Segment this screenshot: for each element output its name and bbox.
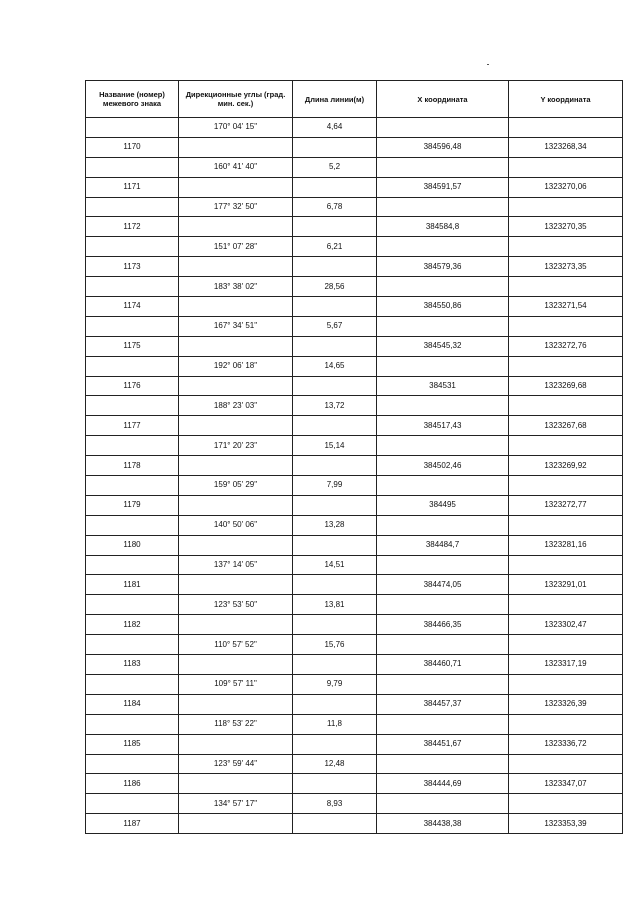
angle-cell	[179, 297, 293, 317]
point-name-cell	[86, 157, 179, 177]
point-row	[86, 575, 623, 595]
point-name-cell: 1185	[86, 734, 179, 754]
length-cell	[293, 297, 377, 317]
point-name-cell: 1174	[86, 297, 179, 317]
point-row	[86, 137, 623, 157]
angle-cell	[179, 694, 293, 714]
x-coordinate-cell	[377, 794, 509, 814]
segment-row	[86, 118, 623, 138]
point-name-cell	[86, 356, 179, 376]
segment-row	[86, 794, 623, 814]
angle-cell: 188° 23' 03"	[179, 396, 293, 416]
x-coordinate-cell: 384457,37	[377, 694, 509, 714]
angle-cell: 192° 06' 18"	[179, 356, 293, 376]
length-cell	[293, 416, 377, 436]
x-coordinate-cell: 384517,43	[377, 416, 509, 436]
length-cell	[293, 177, 377, 197]
angle-cell	[179, 535, 293, 555]
x-coordinate-cell	[377, 555, 509, 575]
length-cell	[293, 217, 377, 237]
x-coordinate-cell: 384545,32	[377, 336, 509, 356]
point-name-cell: 1170	[86, 137, 179, 157]
y-coordinate-cell: 1323347,07	[509, 774, 623, 794]
point-row	[86, 655, 623, 675]
point-name-cell: 1180	[86, 535, 179, 555]
y-coordinate-cell	[509, 754, 623, 774]
point-row	[86, 416, 623, 436]
length-cell	[293, 495, 377, 515]
angle-cell	[179, 575, 293, 595]
length-cell	[293, 655, 377, 675]
y-coordinate-cell: 1323272,77	[509, 495, 623, 515]
segment-row	[86, 674, 623, 694]
point-name-cell	[86, 794, 179, 814]
point-name-cell: 1178	[86, 456, 179, 476]
y-coordinate-cell	[509, 515, 623, 535]
length-cell	[293, 376, 377, 396]
y-coordinate-cell: 1323268,34	[509, 137, 623, 157]
y-coordinate-cell: 1323291,01	[509, 575, 623, 595]
length-cell: 8,93	[293, 794, 377, 814]
point-row	[86, 376, 623, 396]
x-coordinate-cell	[377, 476, 509, 496]
point-name-cell: 1186	[86, 774, 179, 794]
y-coordinate-cell	[509, 316, 623, 336]
point-row	[86, 615, 623, 635]
segment-row	[86, 277, 623, 297]
point-name-cell	[86, 436, 179, 456]
x-coordinate-cell: 384460,71	[377, 655, 509, 675]
length-cell	[293, 575, 377, 595]
angle-cell: 160° 41' 40"	[179, 157, 293, 177]
segment-row	[86, 635, 623, 655]
length-cell: 15,14	[293, 436, 377, 456]
header-direction-angle: Дирекционные углы (град. мин. сек.)	[179, 81, 293, 118]
angle-cell: 177° 32' 50"	[179, 197, 293, 217]
length-cell: 4,64	[293, 118, 377, 138]
y-coordinate-cell	[509, 237, 623, 257]
point-name-cell	[86, 714, 179, 734]
angle-cell	[179, 416, 293, 436]
point-name-cell: 1173	[86, 257, 179, 277]
point-name-cell: 1184	[86, 694, 179, 714]
segment-row	[86, 316, 623, 336]
angle-cell	[179, 376, 293, 396]
angle-cell	[179, 615, 293, 635]
length-cell: 9,79	[293, 674, 377, 694]
angle-cell: 110° 57' 52"	[179, 635, 293, 655]
x-coordinate-cell: 384591,57	[377, 177, 509, 197]
y-coordinate-cell: 1323273,35	[509, 257, 623, 277]
point-name-cell: 1177	[86, 416, 179, 436]
table-header	[86, 81, 623, 118]
point-name-cell: 1171	[86, 177, 179, 197]
point-name-cell	[86, 316, 179, 336]
y-coordinate-cell	[509, 595, 623, 615]
length-cell: 5,67	[293, 316, 377, 336]
y-coordinate-cell	[509, 635, 623, 655]
x-coordinate-cell: 384531	[377, 376, 509, 396]
angle-cell: 123° 53' 50"	[179, 595, 293, 615]
x-coordinate-cell	[377, 356, 509, 376]
length-cell: 7,99	[293, 476, 377, 496]
y-coordinate-cell	[509, 476, 623, 496]
point-row	[86, 456, 623, 476]
x-coordinate-cell: 384579,36	[377, 257, 509, 277]
segment-row	[86, 555, 623, 575]
length-cell	[293, 814, 377, 834]
y-coordinate-cell	[509, 714, 623, 734]
table-body	[86, 118, 623, 834]
angle-cell: 171° 20' 23"	[179, 436, 293, 456]
length-cell	[293, 774, 377, 794]
segment-row	[86, 595, 623, 615]
segment-row	[86, 515, 623, 535]
length-cell: 14,65	[293, 356, 377, 376]
y-coordinate-cell	[509, 674, 623, 694]
x-coordinate-cell	[377, 277, 509, 297]
length-cell: 15,76	[293, 635, 377, 655]
x-coordinate-cell	[377, 237, 509, 257]
point-name-cell	[86, 555, 179, 575]
point-name-cell: 1172	[86, 217, 179, 237]
point-name-cell	[86, 197, 179, 217]
y-coordinate-cell: 1323269,68	[509, 376, 623, 396]
point-name-cell: 1179	[86, 495, 179, 515]
x-coordinate-cell: 384444,69	[377, 774, 509, 794]
y-coordinate-cell: 1323302,47	[509, 615, 623, 635]
segment-row	[86, 714, 623, 734]
angle-cell: 170° 04' 15"	[179, 118, 293, 138]
y-coordinate-cell	[509, 555, 623, 575]
length-cell	[293, 535, 377, 555]
point-name-cell: 1182	[86, 615, 179, 635]
header-line-length: Длина линии(м)	[293, 81, 377, 118]
angle-cell	[179, 655, 293, 675]
y-coordinate-cell	[509, 356, 623, 376]
x-coordinate-cell	[377, 595, 509, 615]
point-name-cell: 1187	[86, 814, 179, 834]
x-coordinate-cell	[377, 515, 509, 535]
angle-cell: 134° 57' 17"	[179, 794, 293, 814]
angle-cell: 140° 50' 06"	[179, 515, 293, 535]
x-coordinate-cell: 384466,35	[377, 615, 509, 635]
angle-cell: 167° 34' 51"	[179, 316, 293, 336]
length-cell	[293, 734, 377, 754]
y-coordinate-cell: 1323267,68	[509, 416, 623, 436]
point-name-cell	[86, 635, 179, 655]
length-cell: 11,8	[293, 714, 377, 734]
point-name-cell	[86, 515, 179, 535]
header-point-name: Название (номер) межевого знака	[86, 81, 179, 118]
point-name-cell: 1181	[86, 575, 179, 595]
angle-cell	[179, 734, 293, 754]
point-row	[86, 217, 623, 237]
y-coordinate-cell	[509, 277, 623, 297]
segment-row	[86, 237, 623, 257]
y-coordinate-cell	[509, 794, 623, 814]
y-coordinate-cell	[509, 157, 623, 177]
y-coordinate-cell: 1323270,35	[509, 217, 623, 237]
length-cell: 13,28	[293, 515, 377, 535]
point-name-cell	[86, 396, 179, 416]
segment-row	[86, 754, 623, 774]
point-row	[86, 177, 623, 197]
length-cell	[293, 257, 377, 277]
x-coordinate-cell	[377, 118, 509, 138]
angle-cell	[179, 177, 293, 197]
point-name-cell	[86, 237, 179, 257]
length-cell: 13,81	[293, 595, 377, 615]
x-coordinate-cell	[377, 436, 509, 456]
point-row	[86, 257, 623, 277]
y-coordinate-cell: 1323272,76	[509, 336, 623, 356]
angle-cell	[179, 257, 293, 277]
point-row	[86, 297, 623, 317]
y-coordinate-cell: 1323326,39	[509, 694, 623, 714]
header-y-coordinate: Y координата	[509, 81, 623, 118]
angle-cell: 183° 38' 02"	[179, 277, 293, 297]
segment-row	[86, 396, 623, 416]
y-coordinate-cell: 1323270,06	[509, 177, 623, 197]
point-name-cell	[86, 754, 179, 774]
x-coordinate-cell	[377, 714, 509, 734]
point-name-cell	[86, 118, 179, 138]
length-cell: 6,78	[293, 197, 377, 217]
segment-row	[86, 157, 623, 177]
x-coordinate-cell	[377, 316, 509, 336]
length-cell	[293, 336, 377, 356]
angle-cell: 123° 59' 44"	[179, 754, 293, 774]
y-coordinate-cell: 1323317,19	[509, 655, 623, 675]
point-row	[86, 535, 623, 555]
header-x-coordinate: X координата	[377, 81, 509, 118]
y-coordinate-cell	[509, 118, 623, 138]
segment-row	[86, 436, 623, 456]
angle-cell	[179, 336, 293, 356]
x-coordinate-cell	[377, 754, 509, 774]
y-coordinate-cell: 1323271,54	[509, 297, 623, 317]
length-cell: 6,21	[293, 237, 377, 257]
x-coordinate-cell	[377, 396, 509, 416]
point-name-cell	[86, 674, 179, 694]
y-coordinate-cell	[509, 396, 623, 416]
angle-cell	[179, 217, 293, 237]
x-coordinate-cell: 384495	[377, 495, 509, 515]
point-name-cell	[86, 277, 179, 297]
point-name-cell: 1183	[86, 655, 179, 675]
angle-cell: 159° 05' 29"	[179, 476, 293, 496]
point-row	[86, 734, 623, 754]
boundary-coordinates-table	[85, 80, 623, 834]
segment-row	[86, 476, 623, 496]
length-cell	[293, 615, 377, 635]
angle-cell	[179, 137, 293, 157]
angle-cell: 118° 53' 22"	[179, 714, 293, 734]
point-name-cell: 1175	[86, 336, 179, 356]
scan-speck	[487, 64, 489, 65]
x-coordinate-cell: 384502,46	[377, 456, 509, 476]
point-row	[86, 774, 623, 794]
point-name-cell	[86, 476, 179, 496]
point-name-cell	[86, 595, 179, 615]
length-cell: 14,51	[293, 555, 377, 575]
angle-cell: 109° 57' 11"	[179, 674, 293, 694]
point-row	[86, 694, 623, 714]
angle-cell	[179, 495, 293, 515]
x-coordinate-cell: 384484,7	[377, 535, 509, 555]
point-row	[86, 814, 623, 834]
length-cell	[293, 137, 377, 157]
segment-row	[86, 197, 623, 217]
x-coordinate-cell	[377, 197, 509, 217]
angle-cell	[179, 774, 293, 794]
y-coordinate-cell: 1323353,39	[509, 814, 623, 834]
angle-cell: 151° 07' 28"	[179, 237, 293, 257]
y-coordinate-cell: 1323269,92	[509, 456, 623, 476]
point-row	[86, 495, 623, 515]
point-name-cell: 1176	[86, 376, 179, 396]
length-cell	[293, 694, 377, 714]
length-cell: 12,48	[293, 754, 377, 774]
segment-row	[86, 356, 623, 376]
y-coordinate-cell: 1323281,16	[509, 535, 623, 555]
y-coordinate-cell	[509, 197, 623, 217]
length-cell: 28,56	[293, 277, 377, 297]
x-coordinate-cell: 384451,67	[377, 734, 509, 754]
y-coordinate-cell: 1323336,72	[509, 734, 623, 754]
x-coordinate-cell: 384584,8	[377, 217, 509, 237]
length-cell	[293, 456, 377, 476]
angle-cell	[179, 814, 293, 834]
y-coordinate-cell	[509, 436, 623, 456]
length-cell: 5,2	[293, 157, 377, 177]
x-coordinate-cell: 384550,86	[377, 297, 509, 317]
x-coordinate-cell	[377, 635, 509, 655]
point-row	[86, 336, 623, 356]
length-cell: 13,72	[293, 396, 377, 416]
header-row	[86, 81, 623, 118]
angle-cell	[179, 456, 293, 476]
x-coordinate-cell	[377, 674, 509, 694]
angle-cell: 137° 14' 05"	[179, 555, 293, 575]
x-coordinate-cell	[377, 157, 509, 177]
x-coordinate-cell: 384474,05	[377, 575, 509, 595]
x-coordinate-cell: 384438,38	[377, 814, 509, 834]
x-coordinate-cell: 384596,48	[377, 137, 509, 157]
